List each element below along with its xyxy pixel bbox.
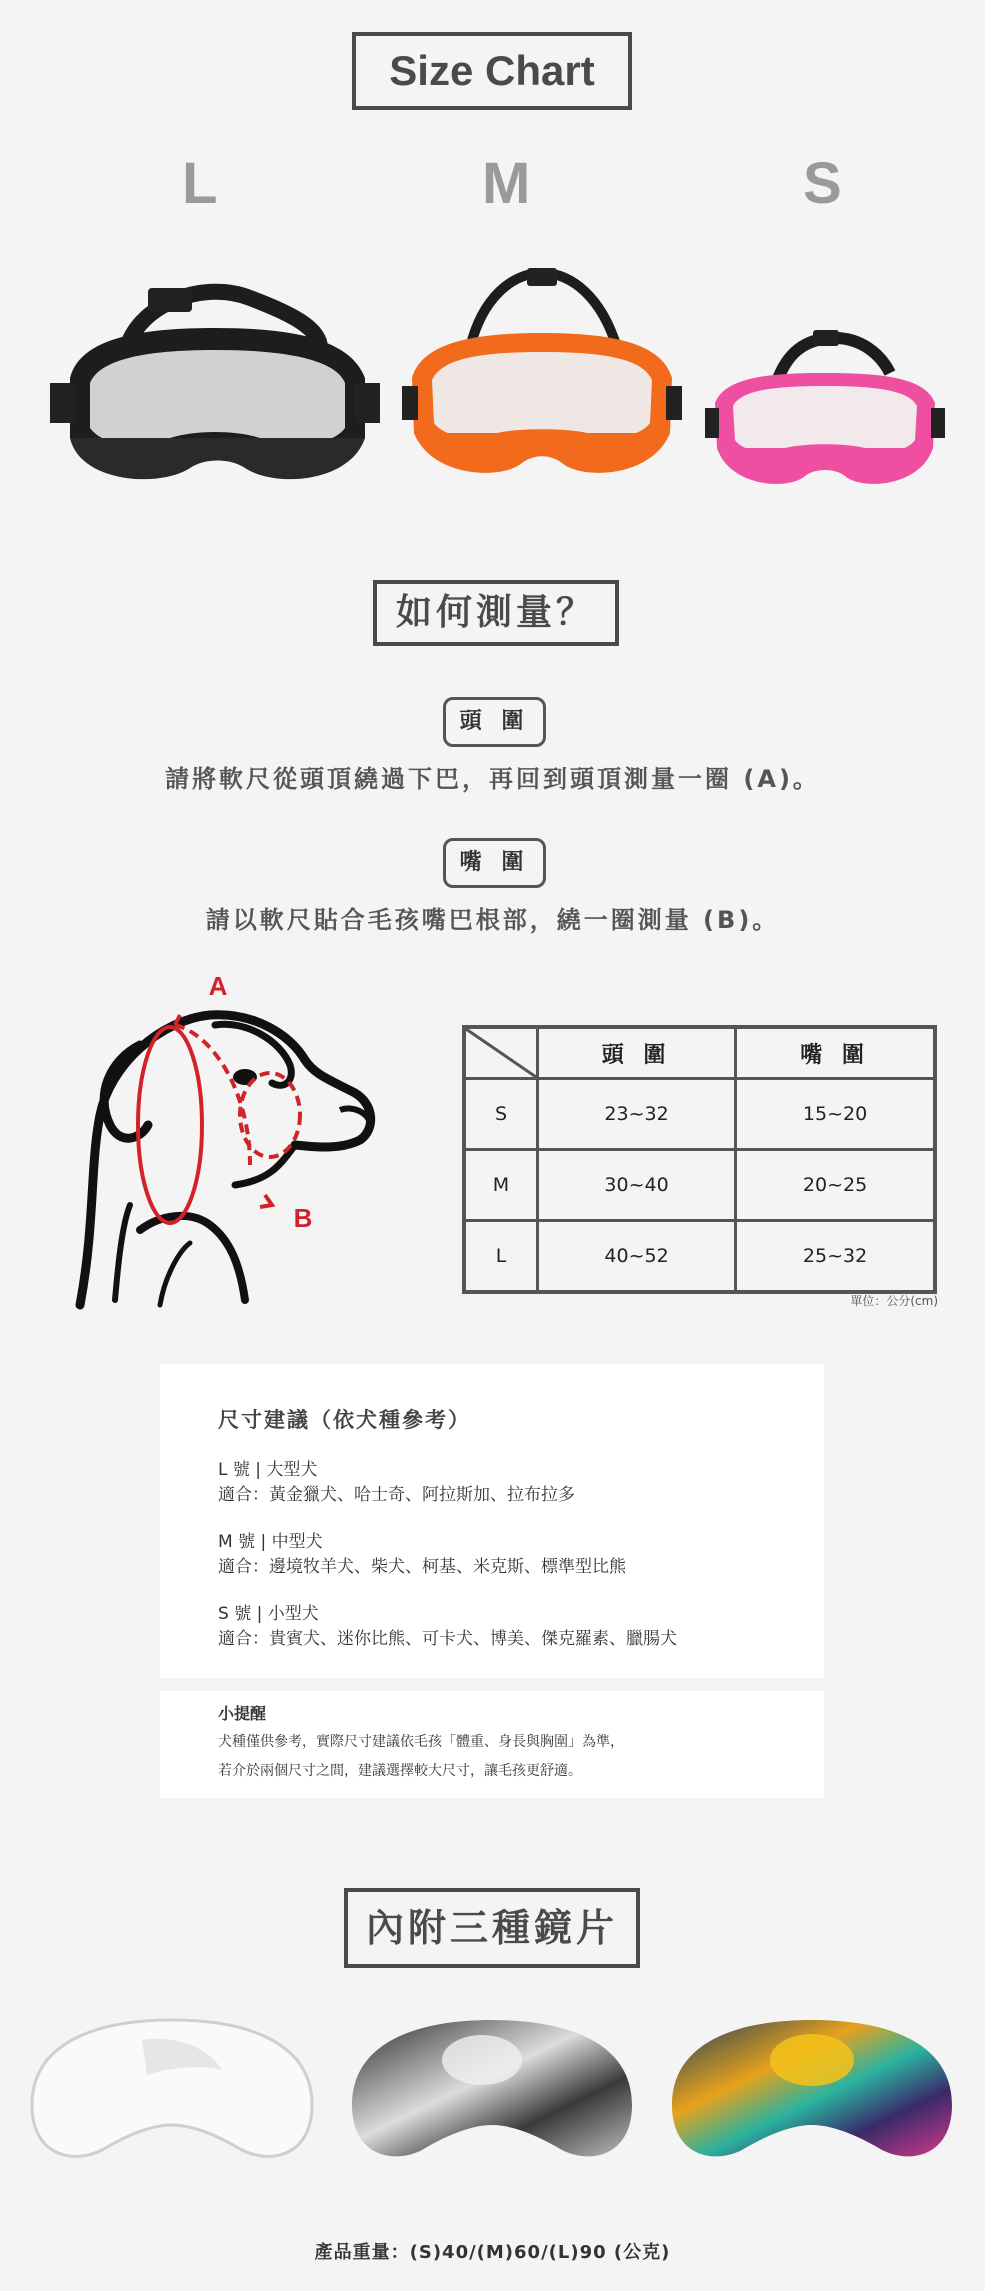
table-row <box>464 1079 935 1150</box>
head-measure-instruction: 請將軟尺從頭頂繞過下巴，再回到頭頂測量一圈 (A)。 <box>165 765 820 793</box>
table-muzzle-cell: 15~20 <box>736 1079 935 1150</box>
suggestion-size-m: M 號 | 中型犬 <box>218 1532 323 1552</box>
table-size-cell: L <box>464 1221 538 1293</box>
head-circumference-label: 頭 圍 <box>443 697 546 747</box>
size-label-m: M <box>482 151 531 216</box>
size-chart-title: Size Chart <box>352 32 632 110</box>
suggestion-title: 尺寸建議（依犬種參考） <box>218 1408 471 1432</box>
diagram-label-b: B <box>293 1203 313 1233</box>
table-muzzle-cell: 25~32 <box>736 1221 935 1293</box>
table-row <box>464 1150 935 1221</box>
table-row <box>464 1221 935 1293</box>
goggle-medium-image <box>402 268 682 498</box>
table-size-cell: M <box>464 1150 538 1221</box>
tip-line-2: 若介於兩個尺寸之間，建議選擇較大尺寸，讓毛孩更舒適。 <box>218 1763 582 1779</box>
muzzle-circumference-label: 嘴 圍 <box>443 838 546 888</box>
goggle-large-image <box>50 268 380 498</box>
table-header-muzzle: 嘴 圍 <box>736 1027 935 1079</box>
table-header-row <box>464 1027 935 1079</box>
table-size-cell: S <box>464 1079 538 1150</box>
table-head-cell: 23~32 <box>538 1079 736 1150</box>
size-suggestion-card <box>160 1364 824 1678</box>
size-measurement-table <box>462 1025 937 1294</box>
size-label-l: L <box>182 151 218 216</box>
dog-measure-diagram <box>40 965 400 1315</box>
suggestion-size-l: L 號 | 大型犬 <box>218 1460 318 1480</box>
table-head-cell: 30~40 <box>538 1150 736 1221</box>
suggestion-breeds-l: 適合：黃金獵犬、哈士奇、阿拉斯加、拉布拉多 <box>218 1485 575 1505</box>
size-label-s: S <box>803 151 842 216</box>
suggestion-breeds-m: 適合：邊境牧羊犬、柴犬、柯基、米克斯、標準型比熊 <box>218 1557 626 1577</box>
clear-lens-image <box>22 2015 322 2175</box>
lenses-title: 內附三種鏡片 <box>344 1888 640 1968</box>
product-weight: 產品重量：(S)40/(M)60/(L)90 (公克) <box>314 2242 671 2263</box>
table-corner-cell <box>464 1027 538 1079</box>
tip-line-1: 犬種僅供參考，實際尺寸建議依毛孩「體重、身長與胸圍」為準， <box>218 1734 624 1750</box>
tip-title: 小提醒 <box>218 1704 267 1723</box>
table-head-cell: 40~52 <box>538 1221 736 1293</box>
table-header-head: 頭 圍 <box>538 1027 736 1079</box>
suggestion-size-s: S 號 | 小型犬 <box>218 1604 319 1624</box>
table-muzzle-cell: 20~25 <box>736 1150 935 1221</box>
diagram-label-a: A <box>208 971 228 1001</box>
goggle-small-image <box>705 318 945 498</box>
how-to-measure-title: 如何測量？ <box>373 580 619 646</box>
suggestion-group-l <box>218 1458 824 1508</box>
silver-mirror-lens-image <box>342 2015 642 2175</box>
table-unit-note: 單位：公分(cm) <box>850 1294 938 1308</box>
suggestion-group-m <box>218 1530 824 1580</box>
tip-card <box>160 1691 824 1798</box>
rainbow-mirror-lens-image <box>662 2015 962 2175</box>
suggestion-breeds-s: 適合：貴賓犬、迷你比熊、可卡犬、博美、傑克羅素、臘腸犬 <box>218 1629 677 1649</box>
muzzle-measure-instruction: 請以軟尺貼合毛孩嘴巴根部，繞一圈測量 (B)。 <box>205 906 780 934</box>
suggestion-group-s <box>218 1602 824 1652</box>
